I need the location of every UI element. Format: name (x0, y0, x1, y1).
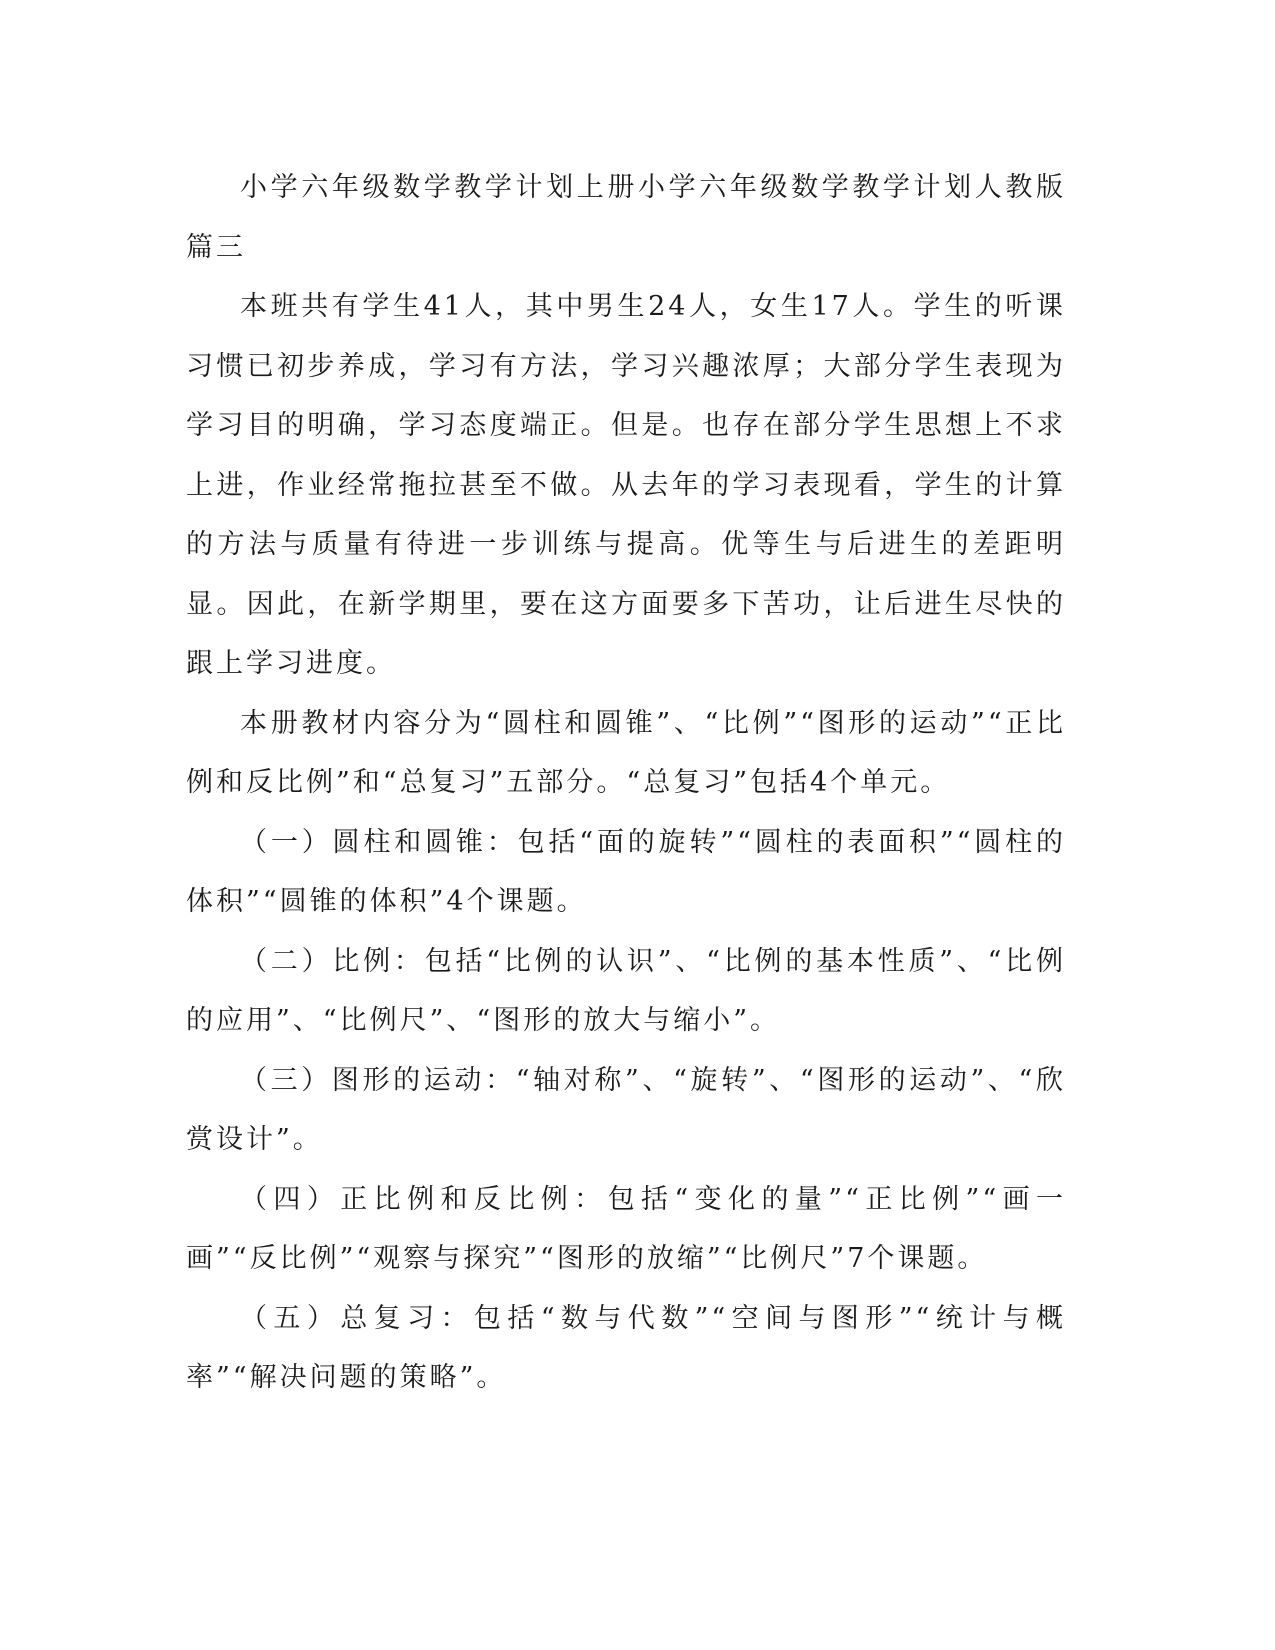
paragraph-unit-4: （四）正比例和反比例：包括“变化的量”“正比例”“画一画”“反比例”“观察与探究”“图形的放缩”“比例尺”7个课题。 (186, 1183, 1066, 1274)
paragraph-unit-5: （五）总复习：包括“数与代数”“空间与图形”“统计与概率”“解决问题的策略”。 (186, 1302, 1066, 1393)
paragraph-unit-3: （三）图形的运动：“轴对称”、“旋转”、“图形的运动”、“欣赏设计”。 (186, 1064, 1066, 1155)
paragraph-unit-2: （二）比例：包括“比例的认识”、“比例的基本性质”、“比例的应用”、“比例尺”、“图形的放大与缩小”。 (186, 945, 1066, 1036)
document-body (186, 158, 1066, 1408)
paragraph-class-overview: 本班共有学生41人，其中男生24人，女生17人。学生的听课习惯已初步养成，学习有方法，学习兴趣浓厚；大部分学生表现为学习目的明确，学习态度端正。但是。也存在部分学生思想上不求上进，作业经常拖拉甚至不做。从去年的学习表现看，学生的计算的方法与质量有待进一步训练与提高。优等生与后进生的差距明显。因此，在新学期里，要在这方面要多下苦功，让后进生尽快的跟上学习进度。 (186, 291, 1066, 679)
paragraph-unit-1: （一）圆柱和圆锥：包括“面的旋转”“圆柱的表面积”“圆柱的体积”“圆锥的体积”4个课题。 (186, 826, 1066, 917)
paragraph-textbook-content: 本册教材内容分为“圆柱和圆锥”、“比例”“图形的运动”“正比例和反比例”和“总复习”五部分。“总复习”包括4个单元。 (186, 707, 1066, 798)
document-title: 小学六年级数学教学计划上册小学六年级数学教学计划人教版篇三 (186, 172, 1066, 263)
